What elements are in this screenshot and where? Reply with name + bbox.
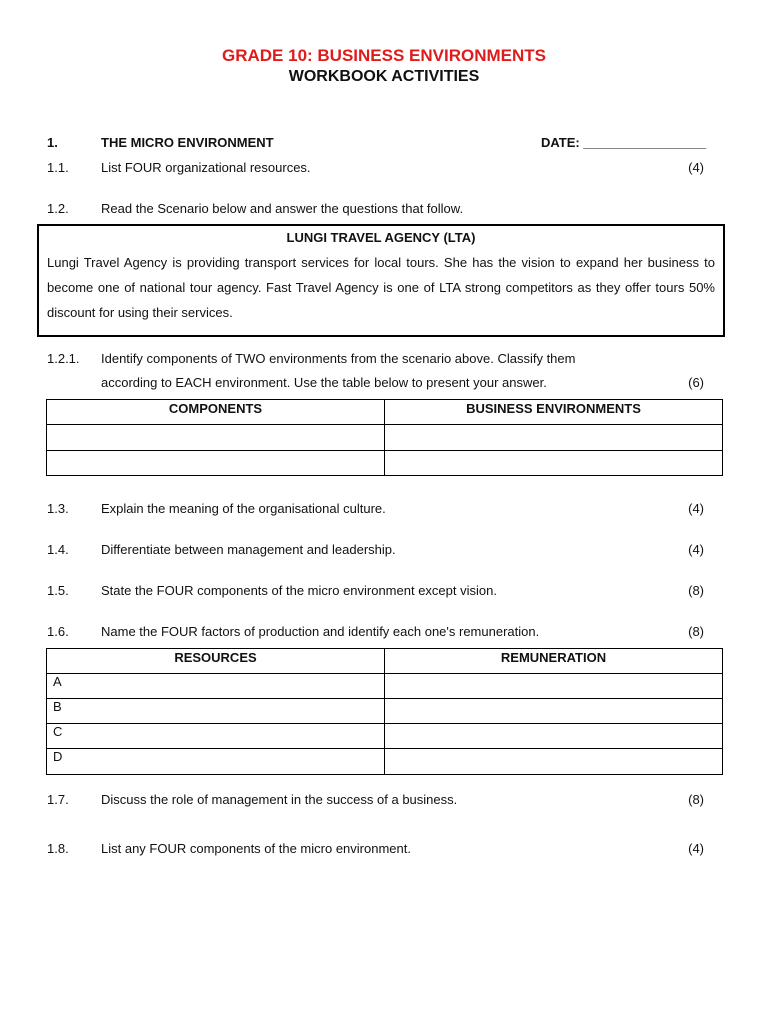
question-text: Identify components of TWO environments from the scenario above. Classify them <box>101 351 576 366</box>
components-table <box>46 399 723 476</box>
document-subtitle: WORKBOOK ACTIVITIES <box>288 68 480 85</box>
answer-cell[interactable] <box>385 451 723 476</box>
table-header: COMPONENTS <box>47 400 385 425</box>
question-marks: (4) <box>688 542 704 557</box>
question-marks: (4) <box>688 160 704 175</box>
answer-cell[interactable] <box>47 451 385 476</box>
question-text: Name the FOUR factors of production and identify each one's remuneration. <box>101 624 540 639</box>
row-label: B <box>47 699 385 724</box>
answer-cell[interactable] <box>385 425 723 451</box>
question-number: 1.5. <box>47 583 69 598</box>
question-marks: (4) <box>688 501 704 516</box>
answer-cell[interactable] <box>385 749 723 775</box>
question-number: 1.2.1. <box>47 351 80 366</box>
answer-cell[interactable] <box>47 425 385 451</box>
question-marks: (6) <box>688 375 704 390</box>
question-number: 1.6. <box>47 624 69 639</box>
row-label: A <box>47 674 385 699</box>
question-number: 1.1. <box>47 160 69 175</box>
table-header: RESOURCES <box>47 649 385 674</box>
question-marks: (8) <box>688 792 704 807</box>
question-text: Explain the meaning of the organisational culture. <box>101 501 386 516</box>
question-number: 1.3. <box>47 501 69 516</box>
date-field[interactable]: DATE: _________________ <box>541 135 707 150</box>
question-text: List FOUR organizational resources. <box>101 160 311 175</box>
scenario-box <box>37 224 725 337</box>
answer-cell[interactable] <box>385 674 723 699</box>
question-marks: (8) <box>688 583 704 598</box>
scenario-heading: LUNGI TRAVEL AGENCY (LTA) <box>286 230 476 245</box>
row-label: C <box>47 724 385 749</box>
section-number: 1. <box>47 135 58 150</box>
question-text: Discuss the role of management in the success of a business. <box>101 792 458 807</box>
question-text: List any FOUR components of the micro environment. <box>101 841 411 856</box>
table-header: REMUNERATION <box>385 649 723 674</box>
question-text: Read the Scenario below and answer the questions that follow. <box>101 201 464 216</box>
question-number: 1.7. <box>47 792 69 807</box>
row-label: D <box>47 749 385 775</box>
question-text: State the FOUR components of the micro environment except vision. <box>101 583 497 598</box>
question-text: Differentiate between management and leadership. <box>101 542 396 557</box>
table-header: BUSINESS ENVIRONMENTS <box>385 400 723 425</box>
section-title: THE MICRO ENVIRONMENT <box>101 135 274 150</box>
answer-cell[interactable] <box>385 724 723 749</box>
question-number: 1.2. <box>47 201 69 216</box>
question-number: 1.8. <box>47 841 69 856</box>
scenario-body: Lungi Travel Agency is providing transport services for local tours. She has the vision to expand her business to become one of national tour agency. Fast Travel Agency is one of LTA strong competitors as they offer tours 50% discount for using their services. <box>47 255 715 320</box>
answer-cell[interactable] <box>385 699 723 724</box>
question-number: 1.4. <box>47 542 69 557</box>
resources-table <box>46 648 723 775</box>
question-text-continued: according to EACH environment. Use the table below to present your answer. <box>101 375 547 390</box>
question-marks: (8) <box>688 624 704 639</box>
question-marks: (4) <box>688 841 704 856</box>
document-title: GRADE 10: BUSINESS ENVIRONMENTS <box>222 46 546 65</box>
